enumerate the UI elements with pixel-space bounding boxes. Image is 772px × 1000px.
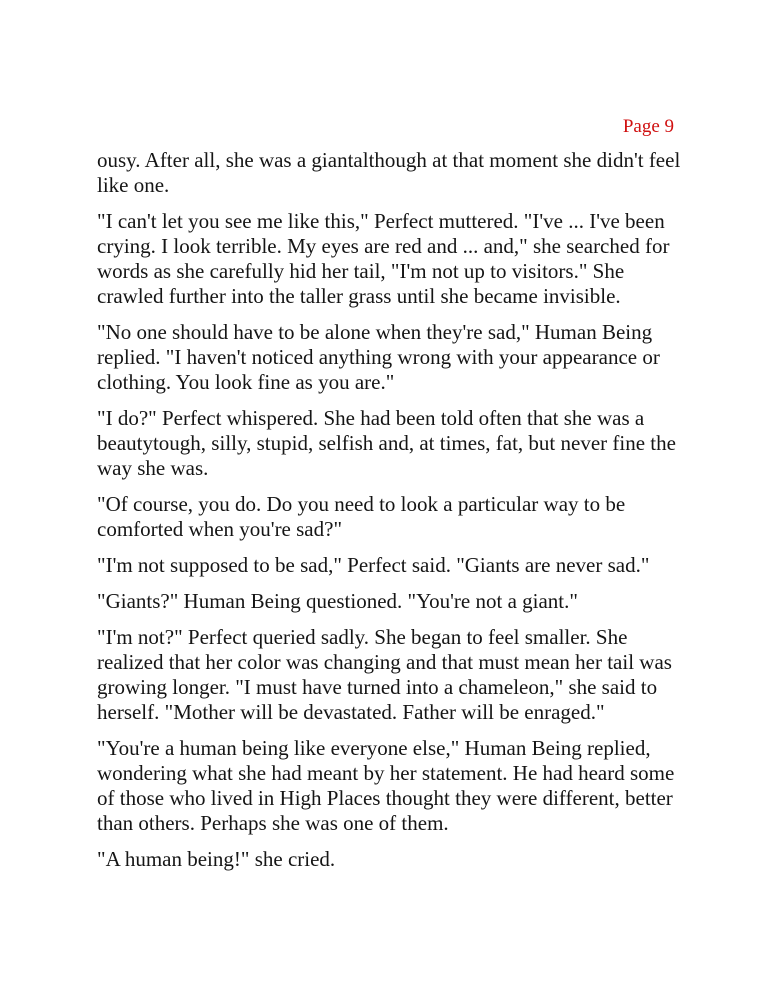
paragraph: "Giants?" Human Being questioned. "You're not a giant." [97, 589, 578, 613]
paragraph: "I can't let you see me like this," Perfect muttered. "I've ... I've been crying. I look terrible. My eyes are red and ... and," she searched for words as she carefully hid her tail, "I'm not up to visitors." She crawled further into the taller grass until she became invisible. [97, 209, 670, 308]
paragraph: "I do?" Perfect whispered. She had been told often that she was a beautytough, silly, stupid, selfish and, at times, fat, but never fine the way she was. [97, 406, 676, 480]
paragraph: ousy. After all, she was a giantalthough at that moment she didn't feel like one. [97, 148, 681, 197]
paragraph: "You're a human being like everyone else," Human Being replied, wondering what she had meant by her statement. He had heard some of those who lived in High Places thought they were different, better than others. Perhaps she was one of them. [97, 736, 675, 835]
paragraph: "A human being!" she cried. [97, 847, 336, 871]
story-text [97, 148, 687, 883]
page-number: Page 9 [622, 116, 674, 137]
paragraph: "I'm not?" Perfect queried sadly. She began to feel smaller. She realized that her color was changing and that must mean her tail was growing longer. "I must have turned into a chameleon," she said to herself. "Mother will be devastated. Father will be enraged." [97, 625, 672, 724]
paragraph: "No one should have to be alone when they're sad," Human Being replied. "I haven't noticed anything wrong with your appearance or clothing. You look fine as you are." [97, 320, 660, 394]
paragraph: "I'm not supposed to be sad," Perfect said. "Giants are never sad." [97, 553, 650, 577]
paragraph: "Of course, you do. Do you need to look a particular way to be comforted when you're sad?" [97, 492, 626, 541]
